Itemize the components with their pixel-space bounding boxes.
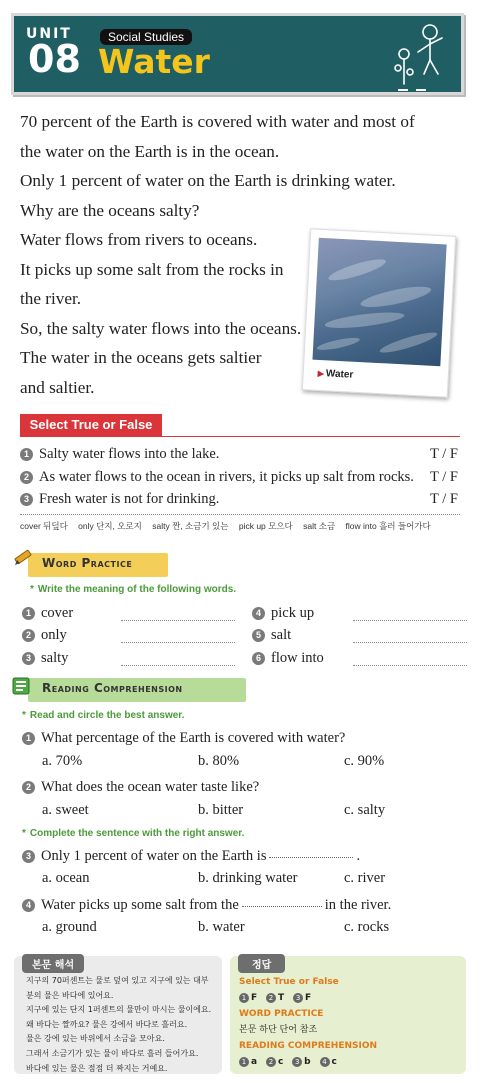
tf-item [20, 488, 460, 511]
translation-line: 바다에 있는 물은 점점 더 짜지는 거예요. [26, 1063, 168, 1073]
glossary-entry: only 단지, 오로지 [78, 521, 142, 531]
triangle-bullet-icon: ▶ [317, 368, 325, 379]
answer-option[interactable]: c. river [344, 870, 386, 886]
answer-section-title: Select True or False [239, 977, 339, 987]
instruction-text: Complete the sentence with the right answer. [29, 828, 245, 839]
number-badge: 2 [22, 629, 35, 642]
answer-blank[interactable] [121, 665, 235, 666]
number-badge: 2 [266, 1057, 276, 1067]
number-badge: 4 [320, 1057, 330, 1067]
number-badge: 6 [252, 652, 265, 665]
passage-line: and saltier. [20, 377, 95, 397]
translation-label: 본문 해석 [22, 954, 84, 973]
answer-option[interactable]: a. ocean [42, 870, 90, 886]
true-false-list [20, 443, 460, 511]
question [22, 848, 360, 865]
translation-line: 왜 바다는 짤까요? 물은 강에서 바다로 흘러요. [26, 1019, 188, 1029]
number-badge: 1 [22, 732, 35, 745]
question-text: Only 1 percent of water on the Earth is [41, 848, 267, 864]
question [22, 897, 391, 914]
reading-instruction-1 [22, 710, 184, 721]
number-badge: 3 [292, 1057, 302, 1067]
translation-line: 지구에 있는 단지 1퍼센트의 물만이 마시는 물이에요. [26, 1005, 212, 1015]
question-text-end: in the river. [324, 897, 392, 913]
glossary-entry: pick up 모으다 [238, 521, 293, 531]
reading-comprehension-banner [28, 678, 246, 702]
glossary-entry: salt 소금 [303, 521, 336, 531]
answer-key-text [239, 974, 377, 1070]
passage-line: the water on the Earth is in the ocean. [20, 141, 280, 161]
glossary-entry: cover 뒤덮다 [20, 521, 68, 531]
answer-section-title: WORD PRACTICE [239, 1009, 324, 1019]
word-item [252, 605, 314, 622]
reading-instruction-2 [22, 828, 244, 839]
unit-header [11, 13, 464, 95]
question [22, 730, 345, 747]
word-practice-instruction [30, 584, 236, 595]
photo-caption [317, 368, 353, 381]
answer-option[interactable]: b. drinking water [198, 870, 298, 886]
pencil-icon [12, 546, 34, 568]
answer-option[interactable]: b. bitter [198, 802, 244, 818]
answer-option[interactable]: c. rocks [344, 919, 390, 935]
translation-line: 지구의 70퍼센트는 물로 덮여 있고 지구에 있는 대부 [26, 976, 209, 985]
number-badge: 3 [20, 493, 33, 506]
passage-line: the river. [20, 289, 82, 308]
word: pick up [271, 605, 315, 621]
answer-option[interactable]: b. 80% [198, 753, 240, 769]
passage-line: So, the salty water flows into the oceans. [20, 318, 302, 338]
question-text: What does the ocean water taste like? [41, 779, 260, 795]
answer-value: a [251, 1057, 258, 1067]
word-practice-banner [28, 553, 168, 577]
wp-answer-note: 본문 하단 단어 참조 [239, 1025, 318, 1035]
passage-line: 70 percent of the Earth is covered with water and most of [20, 112, 415, 131]
answer-option[interactable]: a. 70% [42, 753, 83, 769]
asterisk-icon: * [22, 828, 26, 839]
answer-value: F [305, 993, 312, 1003]
ocean-image [312, 238, 446, 367]
question-text: Water picks up some salt from the [41, 897, 239, 913]
ocean-photo [302, 228, 456, 397]
answer-key-label: 정답 [238, 954, 285, 973]
section-title: Word Practice [42, 556, 133, 570]
translation-line: 그래서 소금기가 있는 물이 바다로 흘러 들어가요. [26, 1048, 199, 1058]
number-badge: 3 [22, 850, 35, 863]
translation-text [26, 974, 222, 1076]
translation-line: 물은 강에 있는 바위에서 소금을 모아요. [26, 1034, 165, 1044]
word-item [22, 605, 73, 622]
number-badge: 3 [22, 652, 35, 665]
tf-item [20, 443, 460, 466]
section-title: Reading Comprehension [42, 681, 183, 695]
instruction-text: Read and circle the best answer. [29, 710, 185, 721]
word: cover [41, 605, 74, 621]
answer-section-title: READING COMPREHENSION [239, 1041, 378, 1051]
word-item [252, 650, 324, 667]
word-item [252, 627, 291, 644]
tf-statement: Salty water flows into the lake. [39, 446, 220, 462]
answer-value: b [304, 1057, 311, 1067]
question-text-end: . [356, 848, 361, 864]
tf-answers [239, 990, 377, 1006]
word: only [41, 627, 67, 643]
number-badge: 4 [252, 607, 265, 620]
number-badge: 5 [252, 629, 265, 642]
answer-option[interactable]: b. water [198, 919, 245, 935]
asterisk-icon: * [22, 710, 26, 721]
unit-number: 08 [28, 37, 81, 81]
glossary-entry: salty 짠, 소금기 있는 [152, 521, 229, 531]
answer-blank[interactable] [121, 642, 235, 643]
word: flow into [271, 650, 324, 666]
kids-doodle-icon [384, 22, 456, 92]
word-item [22, 650, 68, 667]
answer-value: c [277, 1057, 284, 1067]
answer-option[interactable]: c. 90% [344, 753, 385, 769]
answer-blank[interactable] [121, 620, 235, 621]
tf-statement: Fresh water is not for drinking. [39, 491, 220, 507]
answer-option[interactable]: a. sweet [42, 802, 89, 818]
number-badge: 1 [20, 448, 33, 461]
fill-in-blank[interactable] [269, 857, 353, 858]
subject-tag: Social Studies [100, 29, 192, 45]
answer-key-box [230, 956, 466, 1074]
answer-value: c [331, 1057, 337, 1067]
photo-caption-text: Water [325, 368, 354, 381]
passage-line: The water in the oceans gets saltier [20, 348, 262, 367]
glossary [20, 520, 439, 532]
passage-line: Water flows from rivers to oceans. [20, 230, 258, 249]
tf-statement: As water flows to the ocean in rivers, it picks up salt from rocks. [39, 468, 414, 485]
asterisk-icon: * [30, 584, 34, 595]
answer-value: T [278, 993, 285, 1003]
answer-blank[interactable] [353, 620, 467, 621]
translation-box [14, 956, 222, 1074]
divider [20, 514, 460, 515]
number-badge: 2 [20, 471, 33, 484]
fill-in-blank[interactable] [242, 906, 322, 907]
answer-value: F [251, 993, 258, 1003]
unit-label: UNIT [26, 26, 72, 42]
answer-blank[interactable] [353, 665, 467, 666]
number-badge: 3 [293, 993, 303, 1003]
true-false-heading: Select True or False [20, 414, 162, 436]
book-icon [10, 675, 32, 697]
instruction-text: Write the meaning of the following words. [37, 584, 237, 595]
number-badge: 1 [239, 993, 249, 1003]
word-item [22, 627, 67, 644]
tf-choice[interactable]: T / F [430, 491, 458, 507]
tf-choice[interactable]: T / F [430, 446, 458, 462]
tf-choice[interactable]: T / F [430, 468, 458, 485]
number-badge: 2 [22, 781, 35, 794]
answer-option[interactable]: a. ground [42, 919, 97, 935]
word: salty [41, 650, 69, 666]
number-badge: 2 [266, 993, 276, 1003]
divider [20, 436, 460, 437]
question-text: What percentage of the Earth is covered with water? [41, 730, 346, 746]
rc-answers [239, 1054, 377, 1070]
question [22, 779, 259, 796]
translation-line: 분의 물은 바다에 있어요. [26, 990, 114, 1000]
passage-line: It picks up some salt from the rocks in [20, 259, 284, 279]
tf-item [20, 466, 460, 489]
passage-line: Why are the oceans salty? [20, 200, 200, 220]
answer-blank[interactable] [353, 642, 467, 643]
number-badge: 1 [22, 607, 35, 620]
number-badge: 4 [22, 899, 35, 912]
page-title: Water [98, 42, 210, 81]
passage-line: Only 1 percent of water on the Earth is drinking water. [20, 171, 396, 190]
word: salt [271, 627, 292, 643]
answer-option[interactable]: c. salty [344, 802, 386, 818]
glossary-entry: flow into 흘러 들어가다 [345, 521, 431, 531]
number-badge: 1 [239, 1057, 249, 1067]
